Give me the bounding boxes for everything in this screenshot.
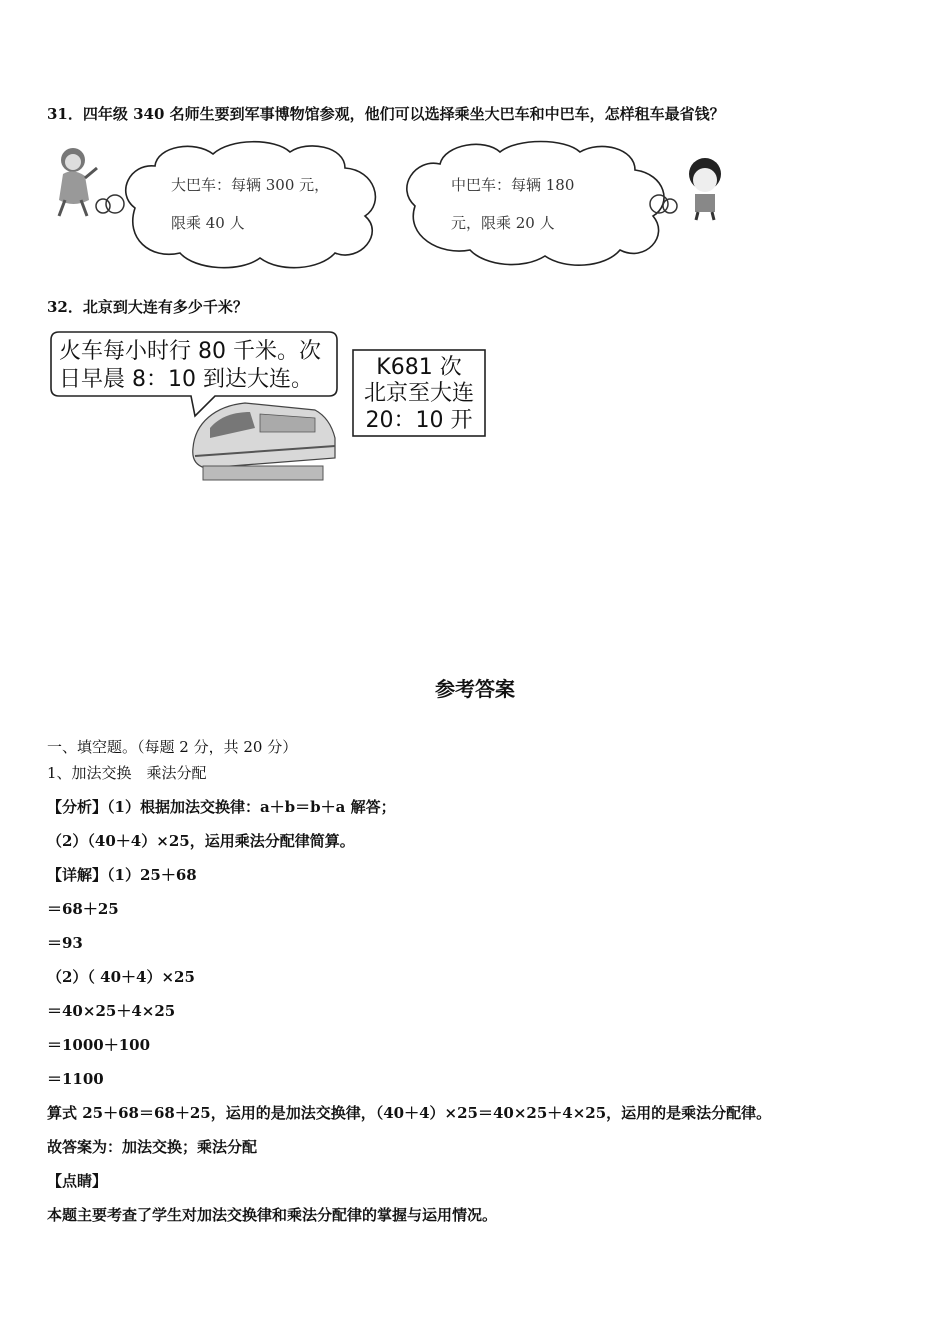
analysis-text-2: （2）（40＋4）×25，运用乘法分配律简算。 (47, 832, 355, 850)
cloud-big-line1: 大巴车：每辆 300 元， (171, 176, 330, 194)
q31-figure (45, 138, 765, 273)
sign-line3: 20：10 开 (365, 408, 473, 433)
section-heading: 一、填空题。（每题 2 分，共 20 分） (47, 738, 298, 756)
detail-label: 【详解】 (47, 866, 108, 884)
sign-line1: K681 次 (376, 355, 462, 380)
question-31: 31．四年级 340 名师生要到军事博物馆参观，他们可以选择乘坐大巴车和中巴车，怎样租车最省钱？ (47, 105, 725, 123)
cloud-big-bus (126, 142, 376, 268)
thought-circles-left (96, 195, 124, 213)
summary: 算式 25＋68＝68＋25，运用的是加法交换律，（40＋4）×25＝40×25＋4×25，运用的是乘法分配律。 (47, 1104, 772, 1122)
analysis-label: 【分析】 (47, 798, 108, 816)
conclusion: 故答案为：加法交换；乘法分配 (47, 1138, 258, 1156)
speech-line1: 火车每小时行 80 千米。次 (59, 339, 321, 364)
girl-illustration (59, 148, 97, 216)
answer-1: 1、加法交换 乘法分配 (47, 764, 207, 782)
sign-line2: 北京至大连 (363, 381, 475, 406)
cloud-big-line2: 限乘 40 人 (171, 214, 245, 232)
step-2: ＝93 (47, 934, 83, 952)
comment-label: 【点睛】 (47, 1172, 108, 1190)
cloud-mid-line2: 元，限乘 20 人 (451, 214, 555, 232)
step-3: （2）（ 40＋4）×25 (47, 968, 195, 986)
speech-line2: 日早晨 8：10 到达大连。 (59, 367, 313, 392)
step-4: ＝40×25＋4×25 (47, 1002, 176, 1020)
q32-figure (45, 328, 495, 490)
analysis-text: （1）根据加法交换律：a＋b＝b＋a 解答； (107, 798, 396, 816)
train-illustration (193, 403, 335, 480)
cloud-mid-line1: 中巴车：每辆 180 (451, 176, 575, 194)
train-sign (353, 350, 485, 436)
analysis-row (47, 796, 396, 817)
step-6: ＝1100 (47, 1070, 104, 1088)
detail-text: （1）25＋68 (107, 866, 197, 884)
cloud-mid-bus (407, 142, 664, 266)
step-1: ＝68＋25 (47, 900, 119, 918)
question-32: 32．北京到大连有多少千米？ (47, 298, 248, 316)
boy-illustration (689, 158, 721, 220)
answers-title: 参考答案 (435, 677, 515, 701)
detail-row (47, 864, 197, 885)
step-5: ＝1000＋100 (47, 1036, 151, 1054)
speech-bubble (51, 332, 337, 416)
comment-text: 本题主要考查了学生对加法交换律和乘法分配律的掌握与运用情况。 (47, 1206, 498, 1224)
